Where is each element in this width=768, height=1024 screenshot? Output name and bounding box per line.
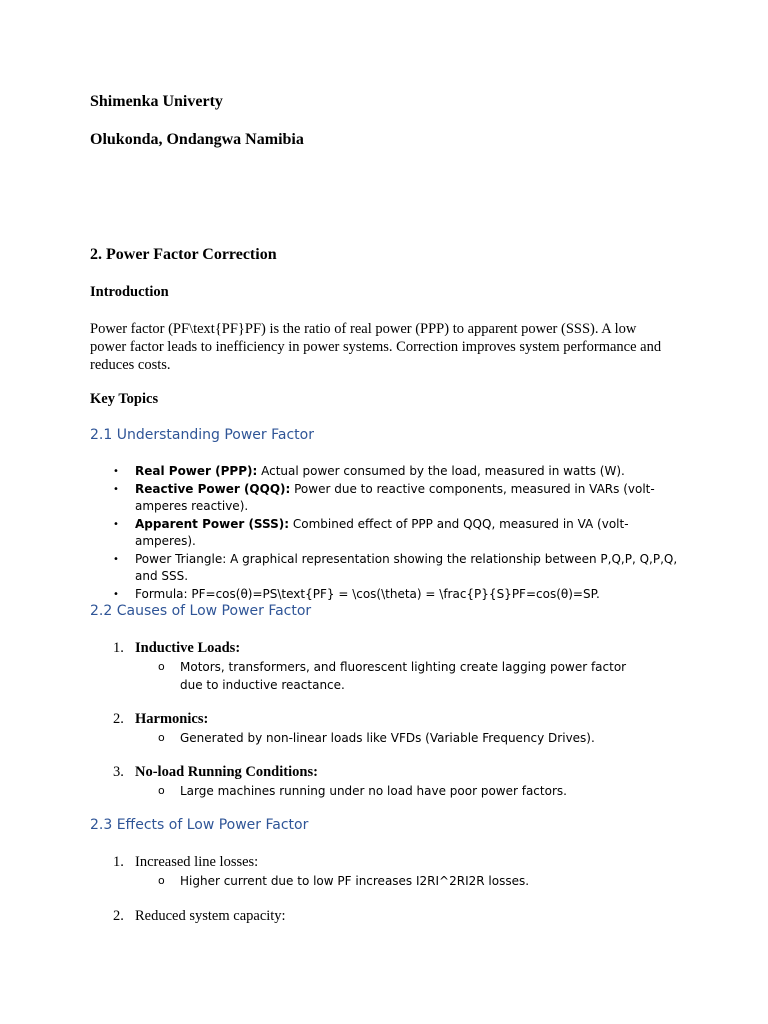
sub-bullet-icon: o xyxy=(158,874,165,887)
sub-bullet-text: Motors, transformers, and fluorescent lighting create lagging power factor due to inductive reactance. xyxy=(180,660,627,692)
intro-paragraph: Power factor (PF\text{PF}PF) is the ratio of real power (PPP) to apparent power (SSS). A low power factor leads to inefficiency in power systems. Correction improves system performance and reduces costs. xyxy=(90,321,662,373)
sub-bullet xyxy=(158,658,648,694)
bullet-text: Combined effect of PPP and QQQ, measured in VA (volt-amperes). xyxy=(135,516,629,548)
list-item xyxy=(113,516,683,551)
bullet-term: Apparent Power (SSS): xyxy=(135,516,290,531)
list-item xyxy=(113,908,286,925)
sub-bullet xyxy=(158,729,648,747)
sub-bullet-icon: o xyxy=(158,660,165,673)
bullet-term: Real Power (PPP): xyxy=(135,464,258,478)
item-label: Reduced system capacity: xyxy=(135,908,286,924)
university-location: Olukonda, Ondangwa Namibia xyxy=(90,131,304,148)
bullet-text: Actual power consumed by the load, measured in watts (W). xyxy=(257,464,625,478)
bullet-icon: • xyxy=(113,466,119,477)
list-item xyxy=(113,586,683,604)
bullet-text: Power Triangle: A graphical representation showing the relationship between P,Q,P, Q,P,Q, and SSS. xyxy=(135,551,678,583)
bullet-term: Reactive Power (QQQ): xyxy=(135,481,291,496)
understanding-bullet-list xyxy=(113,463,683,603)
list-item xyxy=(113,854,258,871)
key-topics-heading: Key Topics xyxy=(90,391,159,407)
item-number: 2. xyxy=(113,908,124,924)
item-label: No-load Running Conditions: xyxy=(135,764,318,780)
subsection-title-2-3: 2.3 Effects of Low Power Factor xyxy=(90,817,309,833)
bullet-text: Power due to reactive components, measured in VARs (volt-amperes reactive). xyxy=(135,481,655,513)
sub-bullet-text: Higher current due to low PF increases I2RI^2RI2R losses. xyxy=(180,874,530,888)
sub-bullet-text: Large machines running under no load have poor power factors. xyxy=(180,784,567,798)
subsection-title-2-1: 2.1 Understanding Power Factor xyxy=(90,427,314,443)
list-item xyxy=(113,463,683,481)
item-number: 1. xyxy=(113,854,124,870)
sub-bullet xyxy=(158,782,648,800)
section-title: 2. Power Factor Correction xyxy=(90,246,277,263)
bullet-icon: • xyxy=(113,553,119,565)
item-number: 1. xyxy=(113,640,124,656)
list-item xyxy=(113,640,240,657)
sub-bullet-icon: o xyxy=(158,731,165,744)
item-label: Inductive Loads: xyxy=(135,640,241,656)
item-number: 2. xyxy=(113,711,124,727)
item-number: 3. xyxy=(113,764,124,780)
subsection-title-2-2: 2.2 Causes of Low Power Factor xyxy=(90,603,312,619)
bullet-icon: • xyxy=(113,483,119,495)
list-item xyxy=(113,481,683,516)
item-label: Harmonics: xyxy=(135,711,209,727)
bullet-text: Formula: PF=cos(θ)=PS\text{PF} = \cos(\theta) = \frac{P}{S}PF=cos(θ)=SP. xyxy=(135,586,600,601)
list-item xyxy=(113,764,318,781)
sub-bullet-icon: o xyxy=(158,784,165,797)
sub-bullet xyxy=(158,872,648,890)
university-name: Shimenka Univerty xyxy=(90,93,223,110)
list-item xyxy=(113,551,683,586)
bullet-icon: • xyxy=(113,518,119,530)
item-label: Increased line losses: xyxy=(135,854,259,870)
sub-bullet-text: Generated by non-linear loads like VFDs (Variable Frequency Drives). xyxy=(180,731,595,745)
bullet-icon: • xyxy=(113,588,119,600)
list-item xyxy=(113,711,208,728)
intro-heading: Introduction xyxy=(90,284,169,300)
